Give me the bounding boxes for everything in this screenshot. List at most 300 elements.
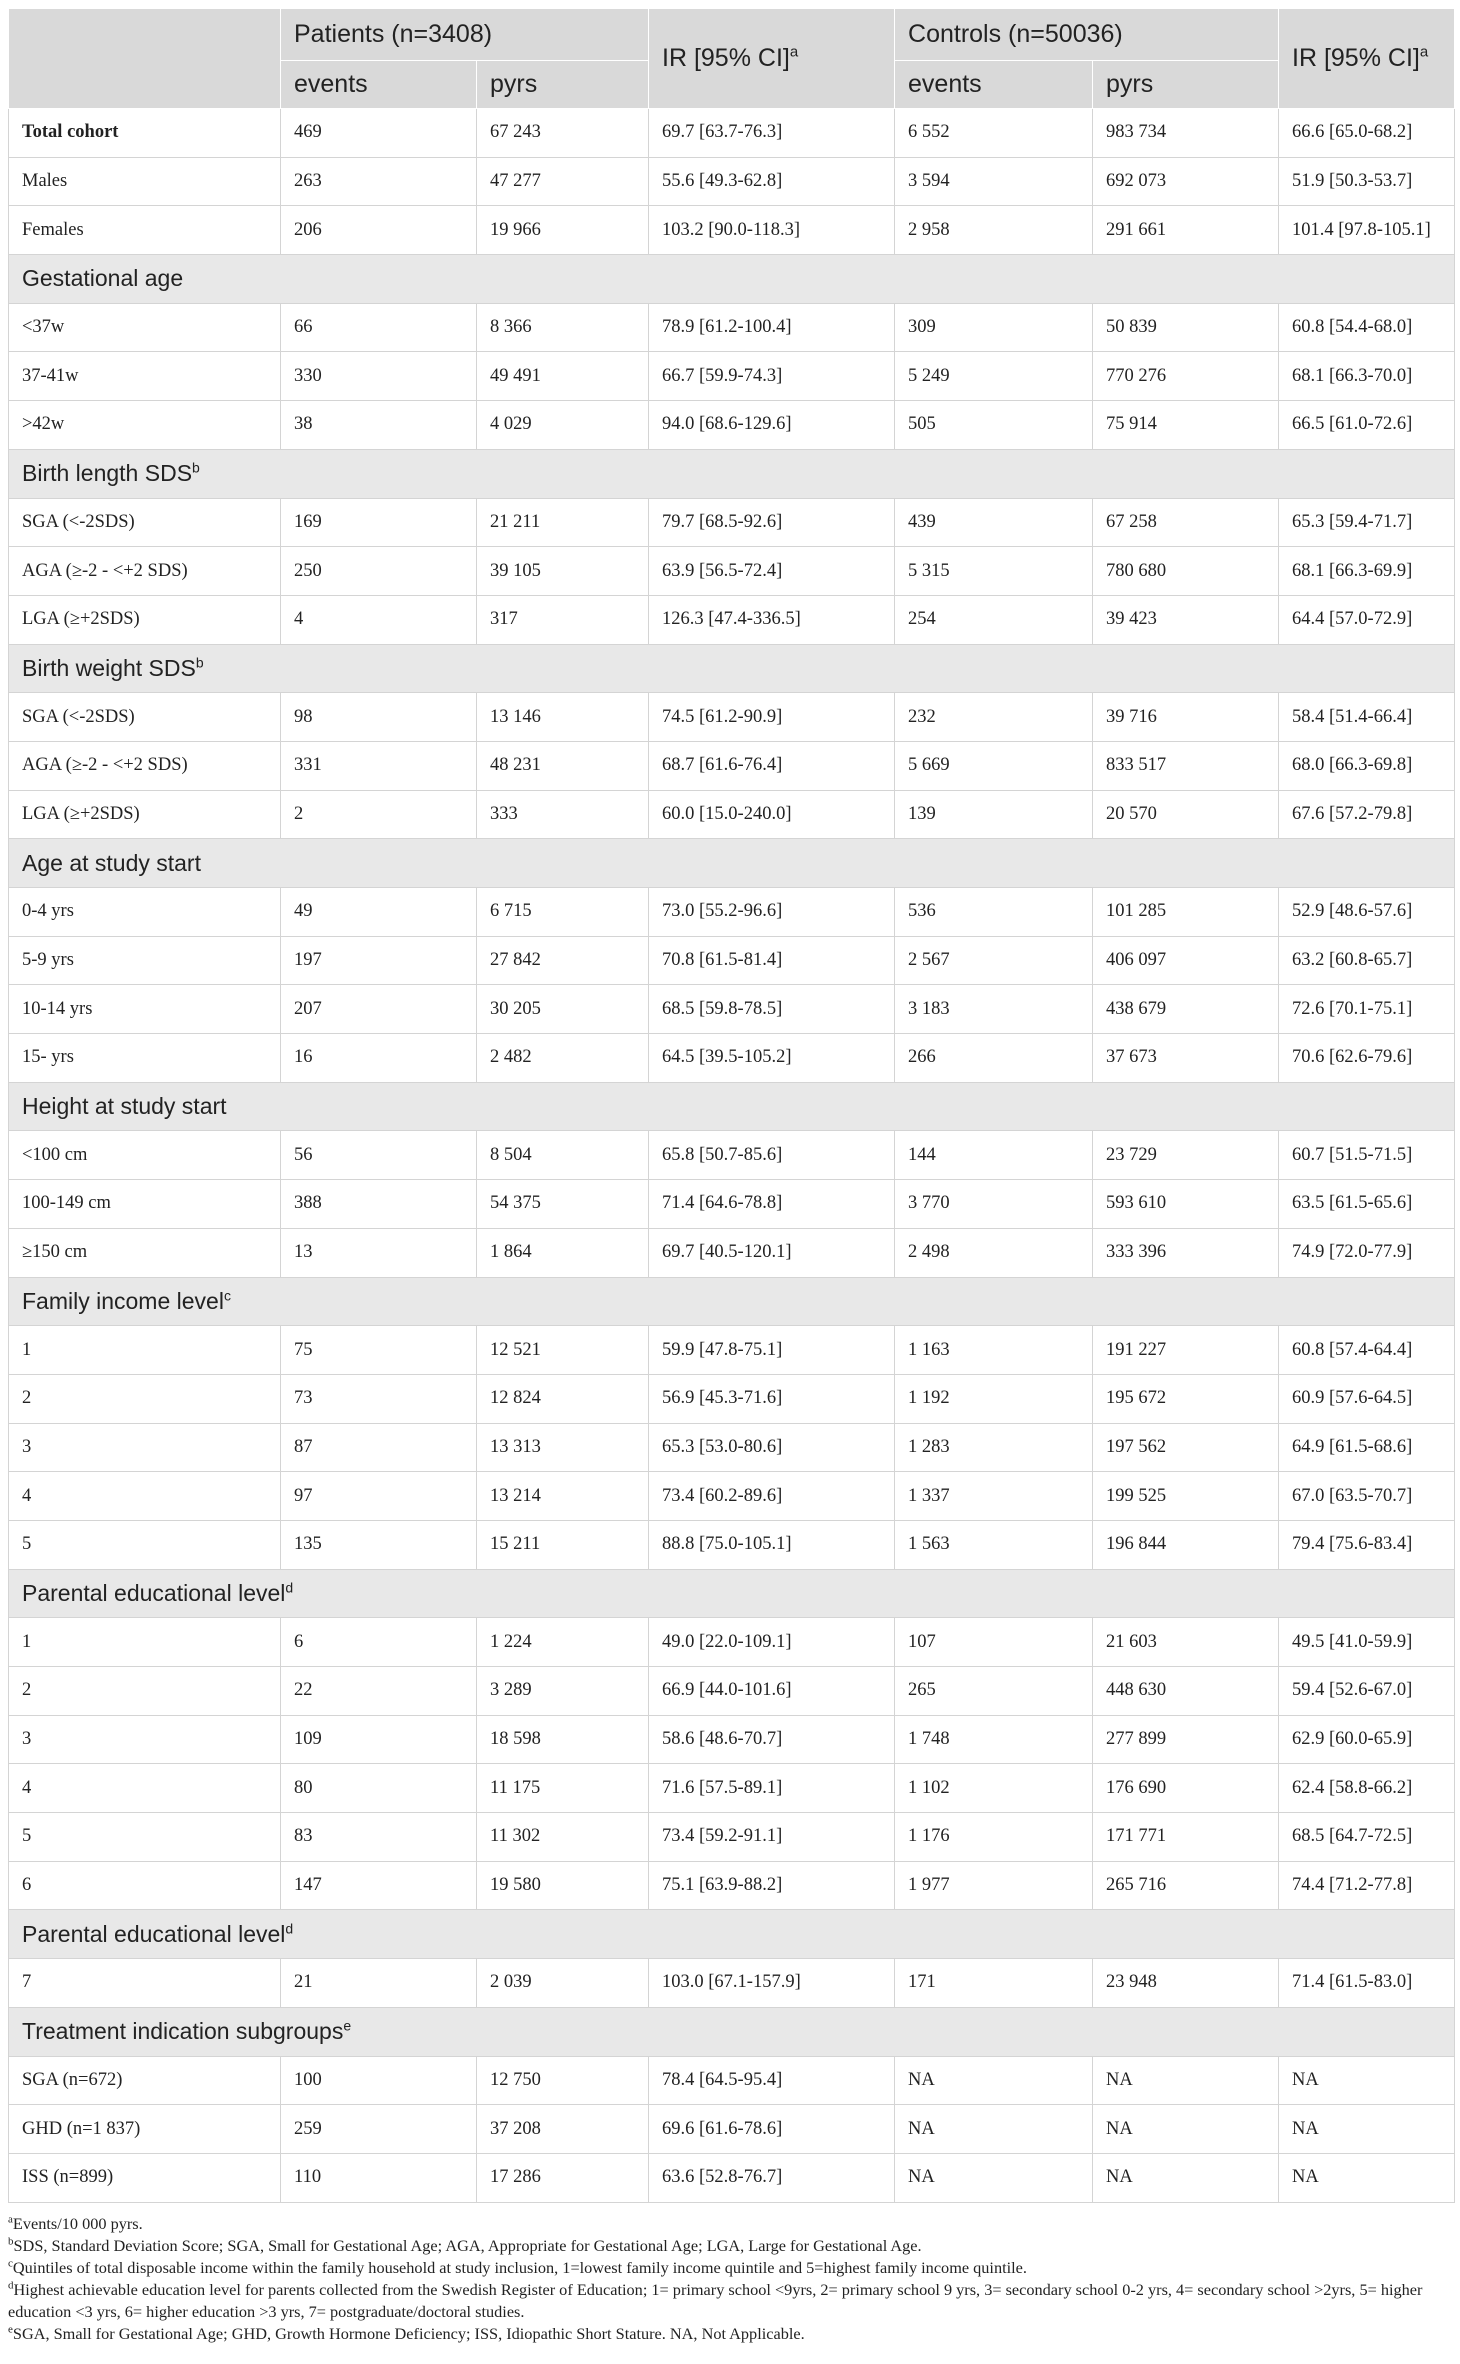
- cell-controls-events: 2 567: [895, 936, 1093, 985]
- cell-patients-pyrs: 1 224: [477, 1618, 649, 1667]
- cell-patients-ir: 59.9 [47.8-75.1]: [649, 1326, 895, 1375]
- cell-patients-ir: 71.6 [57.5-89.1]: [649, 1764, 895, 1813]
- cell-controls-ir: 79.4 [75.6-83.4]: [1279, 1520, 1455, 1569]
- cell-controls-ir: NA: [1279, 2105, 1455, 2154]
- table-row: [9, 109, 1455, 158]
- row-label: 4: [9, 1764, 281, 1813]
- row-label: 1: [9, 1618, 281, 1667]
- cell-patients-pyrs: 333: [477, 790, 649, 839]
- cell-controls-ir: NA: [1279, 2056, 1455, 2105]
- cell-patients-events: 2: [281, 790, 477, 839]
- cell-patients-events: 206: [281, 206, 477, 255]
- cell-controls-pyrs: 199 525: [1093, 1472, 1279, 1521]
- cell-controls-pyrs: 780 680: [1093, 547, 1279, 596]
- cell-patients-ir: 66.9 [44.0-101.6]: [649, 1667, 895, 1716]
- footnote-marker: c: [223, 1287, 231, 1304]
- cell-patients-events: 16: [281, 1034, 477, 1083]
- cell-controls-ir: 62.9 [60.0-65.9]: [1279, 1715, 1455, 1764]
- row-label: AGA (≥-2 - <+2 SDS): [9, 547, 281, 596]
- cell-patients-events: 250: [281, 547, 477, 596]
- cell-patients-pyrs: 19 966: [477, 206, 649, 255]
- footnote: $^c$Quintiles of total disposable income within the family household at study inclusion, 1=lowest family income quintile and 5=highest family income quintile.: [8, 2257, 1027, 2277]
- cell-controls-ir: 63.2 [60.8-65.7]: [1279, 936, 1455, 985]
- section-title: Family income level$^c$: [9, 1277, 1455, 1326]
- cell-controls-events: 1 283: [895, 1423, 1093, 1472]
- header-controls-group: Controls (n=50036): [895, 9, 1279, 61]
- footnote-marker: b: [192, 459, 200, 476]
- table-row: [9, 206, 1455, 255]
- cell-controls-ir: 52.9 [48.6-57.6]: [1279, 888, 1455, 937]
- cell-patients-events: 13: [281, 1228, 477, 1277]
- section-header: [9, 644, 1455, 693]
- cell-controls-ir: 74.4 [71.2-77.8]: [1279, 1861, 1455, 1910]
- cell-patients-pyrs: 37 208: [477, 2105, 649, 2154]
- table-row: [9, 888, 1455, 937]
- cell-controls-events: 2 958: [895, 206, 1093, 255]
- cell-controls-pyrs: 983 734: [1093, 109, 1279, 158]
- cell-controls-pyrs: 67 258: [1093, 498, 1279, 547]
- cell-patients-pyrs: 39 105: [477, 547, 649, 596]
- cell-patients-pyrs: 8 504: [477, 1131, 649, 1180]
- cell-controls-pyrs: 23 729: [1093, 1131, 1279, 1180]
- cell-patients-ir: 78.4 [64.5-95.4]: [649, 2056, 895, 2105]
- cell-controls-events: 254: [895, 595, 1093, 644]
- cell-patients-events: 169: [281, 498, 477, 547]
- cell-controls-pyrs: NA: [1093, 2153, 1279, 2202]
- cell-controls-pyrs: 770 276: [1093, 352, 1279, 401]
- cell-patients-ir: 58.6 [48.6-70.7]: [649, 1715, 895, 1764]
- cell-controls-events: 1 163: [895, 1326, 1093, 1375]
- cell-patients-pyrs: 3 289: [477, 1667, 649, 1716]
- cell-patients-pyrs: 54 375: [477, 1180, 649, 1229]
- cell-patients-events: 73: [281, 1374, 477, 1423]
- section-title: Age at study start: [9, 839, 1455, 888]
- section-header: [9, 1910, 1455, 1959]
- cell-patients-events: 259: [281, 2105, 477, 2154]
- cell-controls-pyrs: 593 610: [1093, 1180, 1279, 1229]
- footnote-marker: e: [343, 2017, 352, 2034]
- cell-controls-events: 232: [895, 693, 1093, 742]
- cell-controls-pyrs: 20 570: [1093, 790, 1279, 839]
- section-header: [9, 1569, 1455, 1618]
- cell-controls-events: 1 176: [895, 1813, 1093, 1862]
- cell-patients-ir: 126.3 [47.4-336.5]: [649, 595, 895, 644]
- row-label: SGA (<-2SDS): [9, 693, 281, 742]
- row-label: Total cohort: [9, 109, 281, 158]
- cell-controls-pyrs: 333 396: [1093, 1228, 1279, 1277]
- cell-patients-events: 207: [281, 985, 477, 1034]
- cell-controls-pyrs: 692 073: [1093, 157, 1279, 206]
- section-header: [9, 1082, 1455, 1131]
- cell-controls-pyrs: 39 423: [1093, 595, 1279, 644]
- row-label: 5: [9, 1520, 281, 1569]
- cell-controls-ir: 67.0 [63.5-70.7]: [1279, 1472, 1455, 1521]
- header-patients-pyrs: pyrs: [477, 61, 649, 109]
- cell-patients-events: 100: [281, 2056, 477, 2105]
- table-row: [9, 1374, 1455, 1423]
- table-row: [9, 157, 1455, 206]
- row-label: 2: [9, 1667, 281, 1716]
- cell-controls-events: 2 498: [895, 1228, 1093, 1277]
- cell-controls-events: 1 977: [895, 1861, 1093, 1910]
- section-title: Height at study start: [9, 1082, 1455, 1131]
- cell-controls-events: 1 563: [895, 1520, 1093, 1569]
- row-label: SGA (n=672): [9, 2056, 281, 2105]
- table-row: [9, 498, 1455, 547]
- table-row: [9, 2056, 1455, 2105]
- cell-patients-events: 109: [281, 1715, 477, 1764]
- cell-patients-pyrs: 12 521: [477, 1326, 649, 1375]
- row-label: LGA (≥+2SDS): [9, 595, 281, 644]
- cell-controls-pyrs: 191 227: [1093, 1326, 1279, 1375]
- cell-controls-events: 266: [895, 1034, 1093, 1083]
- header-patients-ir: IR [95% CI]$^a$: [649, 9, 895, 109]
- cell-patients-pyrs: 18 598: [477, 1715, 649, 1764]
- cell-patients-ir: 73.4 [60.2-89.6]: [649, 1472, 895, 1521]
- cell-controls-pyrs: 39 716: [1093, 693, 1279, 742]
- row-label: 4: [9, 1472, 281, 1521]
- cell-patients-ir: 66.7 [59.9-74.3]: [649, 352, 895, 401]
- table-row: [9, 1520, 1455, 1569]
- cell-controls-events: 1 192: [895, 1374, 1093, 1423]
- cell-controls-events: 439: [895, 498, 1093, 547]
- cell-patients-ir: 69.7 [40.5-120.1]: [649, 1228, 895, 1277]
- cell-patients-pyrs: 317: [477, 595, 649, 644]
- row-label: <100 cm: [9, 1131, 281, 1180]
- cell-controls-ir: 60.7 [51.5-71.5]: [1279, 1131, 1455, 1180]
- cell-patients-events: 97: [281, 1472, 477, 1521]
- table-row: [9, 1813, 1455, 1862]
- table-row: [9, 790, 1455, 839]
- cell-controls-pyrs: 291 661: [1093, 206, 1279, 255]
- cell-patients-pyrs: 30 205: [477, 985, 649, 1034]
- cell-patients-pyrs: 13 146: [477, 693, 649, 742]
- table-row: [9, 1423, 1455, 1472]
- cell-controls-pyrs: 196 844: [1093, 1520, 1279, 1569]
- table-row: [9, 1715, 1455, 1764]
- cell-patients-ir: 63.6 [52.8-76.7]: [649, 2153, 895, 2202]
- incidence-table: [8, 8, 1455, 2203]
- table-row: [9, 693, 1455, 742]
- cell-controls-ir: 66.5 [61.0-72.6]: [1279, 401, 1455, 450]
- table-row: [9, 1131, 1455, 1180]
- table-row: [9, 352, 1455, 401]
- table-row: [9, 741, 1455, 790]
- cell-controls-pyrs: 50 839: [1093, 303, 1279, 352]
- table-row: [9, 1228, 1455, 1277]
- row-label: 15- yrs: [9, 1034, 281, 1083]
- cell-controls-events: 6 552: [895, 109, 1093, 158]
- table-row: [9, 1034, 1455, 1083]
- cell-controls-events: NA: [895, 2056, 1093, 2105]
- cell-patients-pyrs: 19 580: [477, 1861, 649, 1910]
- cell-patients-ir: 65.8 [50.7-85.6]: [649, 1131, 895, 1180]
- section-header: [9, 449, 1455, 498]
- cell-patients-events: 22: [281, 1667, 477, 1716]
- cell-controls-ir: 65.3 [59.4-71.7]: [1279, 498, 1455, 547]
- table-row: [9, 2105, 1455, 2154]
- cell-controls-events: 1 337: [895, 1472, 1093, 1521]
- cell-patients-pyrs: 11 302: [477, 1813, 649, 1862]
- cell-controls-events: NA: [895, 2153, 1093, 2202]
- cell-controls-events: 5 669: [895, 741, 1093, 790]
- cell-controls-ir: 68.0 [66.3-69.8]: [1279, 741, 1455, 790]
- footnote: $^b$SDS, Standard Deviation Score; SGA, Small for Gestational Age; AGA, Appropriate for Gestational Age; LGA, Large for Gestational Age.: [8, 2235, 922, 2255]
- cell-patients-pyrs: 2 039: [477, 1959, 649, 2008]
- cell-controls-events: 171: [895, 1959, 1093, 2008]
- cell-patients-pyrs: 47 277: [477, 157, 649, 206]
- cell-patients-pyrs: 13 313: [477, 1423, 649, 1472]
- row-label: 10-14 yrs: [9, 985, 281, 1034]
- row-label: 6: [9, 1861, 281, 1910]
- row-label: 2: [9, 1374, 281, 1423]
- cell-controls-ir: 72.6 [70.1-75.1]: [1279, 985, 1455, 1034]
- table-row: [9, 1326, 1455, 1375]
- cell-patients-events: 6: [281, 1618, 477, 1667]
- row-label: 7: [9, 1959, 281, 2008]
- cell-controls-events: 3 594: [895, 157, 1093, 206]
- cell-patients-ir: 74.5 [61.2-90.9]: [649, 693, 895, 742]
- footnote: $^d$Highest achievable education level for parents collected from the Swedish Register of Education; 1= primary school <9yrs, 2= primary school 9 yrs, 3= secondary school 0-2 yrs, 4= secondary school >2yrs, 5= higher education <3 yrs, 6= higher education >3 yrs, 7= postgraduate/doctoral studies.: [8, 2279, 1423, 2321]
- cell-controls-events: 144: [895, 1131, 1093, 1180]
- footnote: $^a$Events/10 000 pyrs.: [8, 2213, 143, 2233]
- table-row: [9, 2153, 1455, 2202]
- cell-controls-ir: 60.8 [57.4-64.4]: [1279, 1326, 1455, 1375]
- cell-patients-events: 263: [281, 157, 477, 206]
- row-label: <37w: [9, 303, 281, 352]
- row-label: >42w: [9, 401, 281, 450]
- cell-controls-events: 5 315: [895, 547, 1093, 596]
- cell-controls-pyrs: NA: [1093, 2056, 1279, 2105]
- cell-patients-ir: 94.0 [68.6-129.6]: [649, 401, 895, 450]
- cell-patients-ir: 103.0 [67.1-157.9]: [649, 1959, 895, 2008]
- cell-patients-pyrs: 8 366: [477, 303, 649, 352]
- row-label: ISS (n=899): [9, 2153, 281, 2202]
- cell-patients-pyrs: 67 243: [477, 109, 649, 158]
- cell-patients-ir: 55.6 [49.3-62.8]: [649, 157, 895, 206]
- table-row: [9, 1959, 1455, 2008]
- cell-patients-pyrs: 4 029: [477, 401, 649, 450]
- cell-controls-ir: 68.5 [64.7-72.5]: [1279, 1813, 1455, 1862]
- cell-controls-pyrs: 37 673: [1093, 1034, 1279, 1083]
- row-label: 5-9 yrs: [9, 936, 281, 985]
- cell-controls-events: 3 770: [895, 1180, 1093, 1229]
- cell-controls-pyrs: 265 716: [1093, 1861, 1279, 1910]
- cell-patients-events: 135: [281, 1520, 477, 1569]
- cell-patients-events: 38: [281, 401, 477, 450]
- cell-patients-events: 66: [281, 303, 477, 352]
- cell-controls-pyrs: 171 771: [1093, 1813, 1279, 1862]
- table-row: [9, 1180, 1455, 1229]
- table-row: [9, 595, 1455, 644]
- cell-patients-pyrs: 12 750: [477, 2056, 649, 2105]
- cell-controls-ir: NA: [1279, 2153, 1455, 2202]
- table-row: [9, 303, 1455, 352]
- row-label: 0-4 yrs: [9, 888, 281, 937]
- footnote-marker: d: [285, 1920, 294, 1937]
- cell-controls-ir: 67.6 [57.2-79.8]: [1279, 790, 1455, 839]
- cell-controls-ir: 101.4 [97.8-105.1]: [1279, 206, 1455, 255]
- cell-controls-events: 5 249: [895, 352, 1093, 401]
- cell-controls-ir: 66.6 [65.0-68.2]: [1279, 109, 1455, 158]
- cell-patients-ir: 69.6 [61.6-78.6]: [649, 2105, 895, 2154]
- cell-patients-pyrs: 49 491: [477, 352, 649, 401]
- cell-patients-ir: 63.9 [56.5-72.4]: [649, 547, 895, 596]
- cell-patients-pyrs: 12 824: [477, 1374, 649, 1423]
- cell-patients-pyrs: 17 286: [477, 2153, 649, 2202]
- cell-patients-ir: 73.4 [59.2-91.1]: [649, 1813, 895, 1862]
- footnotes: [8, 2213, 1454, 2345]
- section-title: Birth length SDS$^b$: [9, 449, 1455, 498]
- cell-patients-events: 21: [281, 1959, 477, 2008]
- cell-patients-events: 80: [281, 1764, 477, 1813]
- section-header: [9, 839, 1455, 888]
- section-title: Treatment indication subgroups$^e$: [9, 2007, 1455, 2056]
- cell-controls-ir: 62.4 [58.8-66.2]: [1279, 1764, 1455, 1813]
- cell-controls-events: 265: [895, 1667, 1093, 1716]
- cell-controls-events: 3 183: [895, 985, 1093, 1034]
- cell-controls-ir: 70.6 [62.6-79.6]: [1279, 1034, 1455, 1083]
- cell-patients-pyrs: 11 175: [477, 1764, 649, 1813]
- cell-controls-ir: 58.4 [51.4-66.4]: [1279, 693, 1455, 742]
- row-label: 100-149 cm: [9, 1180, 281, 1229]
- table-row: [9, 1618, 1455, 1667]
- row-label: 3: [9, 1423, 281, 1472]
- cell-patients-events: 330: [281, 352, 477, 401]
- cell-patients-events: 197: [281, 936, 477, 985]
- cell-controls-pyrs: 176 690: [1093, 1764, 1279, 1813]
- header-patients-events: events: [281, 61, 477, 109]
- cell-patients-events: 87: [281, 1423, 477, 1472]
- cell-patients-events: 4: [281, 595, 477, 644]
- row-label: 5: [9, 1813, 281, 1862]
- cell-patients-ir: 69.7 [63.7-76.3]: [649, 109, 895, 158]
- cell-patients-ir: 88.8 [75.0-105.1]: [649, 1520, 895, 1569]
- cell-patients-ir: 71.4 [64.6-78.8]: [649, 1180, 895, 1229]
- cell-patients-pyrs: 15 211: [477, 1520, 649, 1569]
- cell-controls-events: 505: [895, 401, 1093, 450]
- table-header: [9, 9, 1455, 109]
- table-row: [9, 1472, 1455, 1521]
- header-rowlabel: [9, 9, 281, 109]
- cell-controls-ir: 64.4 [57.0-72.9]: [1279, 595, 1455, 644]
- table-container: [8, 8, 1454, 2345]
- section-header: [9, 255, 1455, 304]
- cell-patients-ir: 70.8 [61.5-81.4]: [649, 936, 895, 985]
- cell-controls-ir: 60.8 [54.4-68.0]: [1279, 303, 1455, 352]
- cell-patients-ir: 73.0 [55.2-96.6]: [649, 888, 895, 937]
- row-label: ≥150 cm: [9, 1228, 281, 1277]
- footnote-marker: d: [285, 1579, 294, 1596]
- cell-patients-ir: 68.7 [61.6-76.4]: [649, 741, 895, 790]
- cell-controls-pyrs: 21 603: [1093, 1618, 1279, 1667]
- cell-controls-ir: 49.5 [41.0-59.9]: [1279, 1618, 1455, 1667]
- cell-controls-ir: 68.1 [66.3-69.9]: [1279, 547, 1455, 596]
- cell-patients-pyrs: 2 482: [477, 1034, 649, 1083]
- cell-patients-ir: 56.9 [45.3-71.6]: [649, 1374, 895, 1423]
- cell-controls-pyrs: 23 948: [1093, 1959, 1279, 2008]
- section-title: Parental educational level$^d$: [9, 1910, 1455, 1959]
- cell-controls-events: 536: [895, 888, 1093, 937]
- cell-patients-ir: 60.0 [15.0-240.0]: [649, 790, 895, 839]
- cell-controls-events: 309: [895, 303, 1093, 352]
- cell-patients-pyrs: 13 214: [477, 1472, 649, 1521]
- cell-patients-events: 469: [281, 109, 477, 158]
- cell-controls-pyrs: 277 899: [1093, 1715, 1279, 1764]
- cell-patients-events: 147: [281, 1861, 477, 1910]
- cell-controls-ir: 51.9 [50.3-53.7]: [1279, 157, 1455, 206]
- cell-patients-ir: 64.5 [39.5-105.2]: [649, 1034, 895, 1083]
- cell-patients-events: 75: [281, 1326, 477, 1375]
- cell-patients-events: 331: [281, 741, 477, 790]
- row-label: Females: [9, 206, 281, 255]
- table-row: [9, 936, 1455, 985]
- cell-controls-pyrs: 448 630: [1093, 1667, 1279, 1716]
- cell-patients-pyrs: 27 842: [477, 936, 649, 985]
- section-header: [9, 1277, 1455, 1326]
- header-controls-events: events: [895, 61, 1093, 109]
- cell-patients-events: 98: [281, 693, 477, 742]
- cell-controls-ir: 68.1 [66.3-70.0]: [1279, 352, 1455, 401]
- section-header: [9, 2007, 1455, 2056]
- header-controls-ir: IR [95% CI]$^a$: [1279, 9, 1455, 109]
- cell-controls-pyrs: 833 517: [1093, 741, 1279, 790]
- cell-patients-events: 110: [281, 2153, 477, 2202]
- cell-patients-ir: 79.7 [68.5-92.6]: [649, 498, 895, 547]
- cell-patients-pyrs: 48 231: [477, 741, 649, 790]
- cell-patients-events: 83: [281, 1813, 477, 1862]
- cell-patients-pyrs: 1 864: [477, 1228, 649, 1277]
- cell-controls-ir: 60.9 [57.6-64.5]: [1279, 1374, 1455, 1423]
- cell-patients-ir: 78.9 [61.2-100.4]: [649, 303, 895, 352]
- table-row: [9, 985, 1455, 1034]
- cell-patients-pyrs: 21 211: [477, 498, 649, 547]
- footnote: $^e$SGA, Small for Gestational Age; GHD, Growth Hormone Deficiency; ISS, Idiopathic Short Stature. NA, Not Applicable.: [8, 2323, 805, 2343]
- cell-controls-ir: 64.9 [61.5-68.6]: [1279, 1423, 1455, 1472]
- cell-patients-events: 56: [281, 1131, 477, 1180]
- cell-controls-ir: 63.5 [61.5-65.6]: [1279, 1180, 1455, 1229]
- cell-controls-events: NA: [895, 2105, 1093, 2154]
- cell-controls-pyrs: 406 097: [1093, 936, 1279, 985]
- section-title: Parental educational level$^d$: [9, 1569, 1455, 1618]
- cell-patients-events: 388: [281, 1180, 477, 1229]
- cell-patients-ir: 65.3 [53.0-80.6]: [649, 1423, 895, 1472]
- table-row: [9, 1667, 1455, 1716]
- table-row: [9, 547, 1455, 596]
- footnote-marker: b: [195, 654, 204, 671]
- cell-controls-events: 107: [895, 1618, 1093, 1667]
- row-label: Males: [9, 157, 281, 206]
- cell-patients-ir: 68.5 [59.8-78.5]: [649, 985, 895, 1034]
- section-title: Gestational age: [9, 255, 1455, 304]
- cell-patients-events: 49: [281, 888, 477, 937]
- cell-controls-events: 1 748: [895, 1715, 1093, 1764]
- table-row: [9, 401, 1455, 450]
- cell-controls-ir: 71.4 [61.5-83.0]: [1279, 1959, 1455, 2008]
- row-label: 1: [9, 1326, 281, 1375]
- cell-controls-pyrs: 101 285: [1093, 888, 1279, 937]
- row-label: AGA (≥-2 - <+2 SDS): [9, 741, 281, 790]
- cell-controls-events: 1 102: [895, 1764, 1093, 1813]
- row-label: SGA (<-2SDS): [9, 498, 281, 547]
- cell-controls-ir: 74.9 [72.0-77.9]: [1279, 1228, 1455, 1277]
- row-label: LGA (≥+2SDS): [9, 790, 281, 839]
- cell-controls-pyrs: 195 672: [1093, 1374, 1279, 1423]
- cell-controls-events: 139: [895, 790, 1093, 839]
- row-label: GHD (n=1 837): [9, 2105, 281, 2154]
- row-label: 37-41w: [9, 352, 281, 401]
- cell-patients-ir: 103.2 [90.0-118.3]: [649, 206, 895, 255]
